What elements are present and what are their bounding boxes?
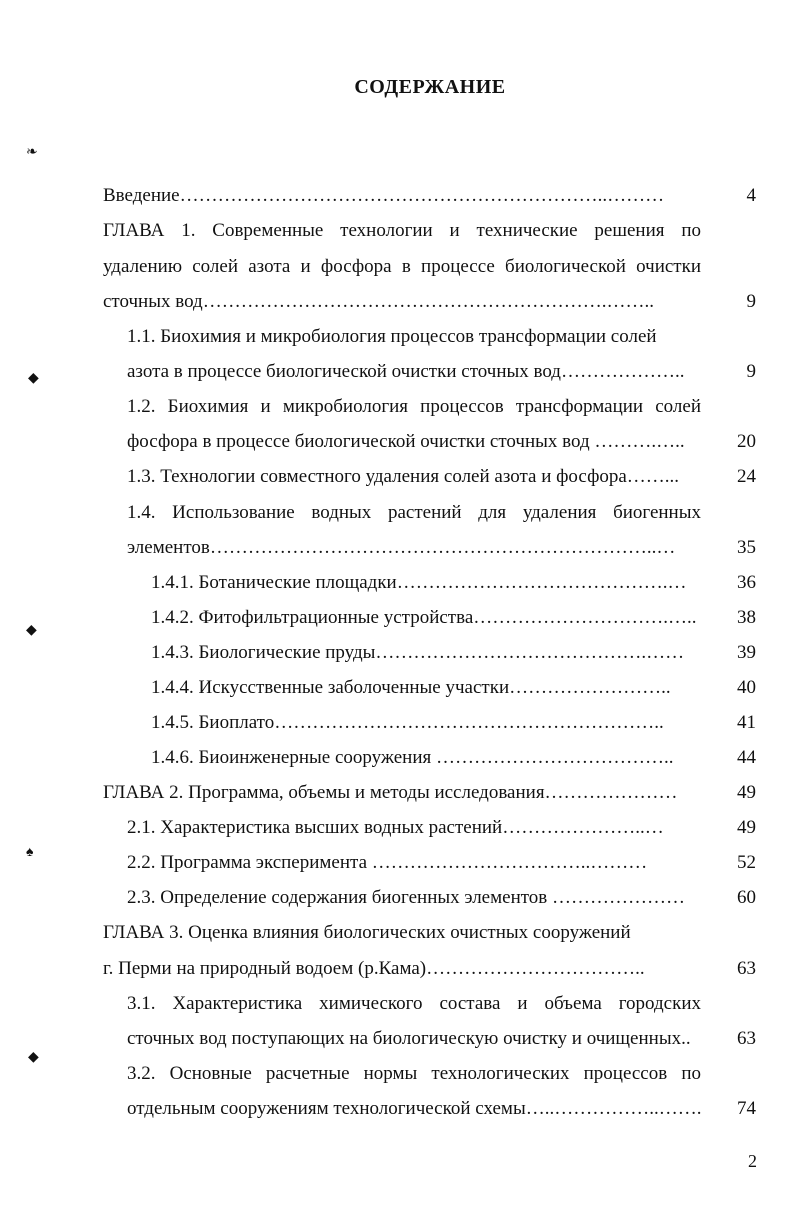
toc-entry: фосфора в процессе биологической очистки сточных вод ……….….. xyxy=(127,431,685,452)
toc-entry: 3.1. Характеристика химического состава и объема городских xyxy=(127,993,701,1014)
toc-entry: сточных вод……………………………………………………….…….. xyxy=(103,291,654,312)
toc-entry: ГЛАВА 2. Программа, объемы и методы исследования………………… xyxy=(103,782,678,803)
toc-entry: 1.4.2. Фитофильтрационные устройства………………………….….. xyxy=(151,607,697,628)
toc-page: 74 xyxy=(737,1098,756,1119)
toc-entry: 1.4.4. Искусственные заболоченные участки…………………….. xyxy=(151,677,671,698)
toc-page: 44 xyxy=(737,747,756,768)
toc-entry: отдельным сооружениям технологической схемы…..……………..……. xyxy=(127,1098,701,1119)
toc-entry: ГЛАВА 1. Современные технологии и технические решения по xyxy=(103,220,701,241)
toc-entry: 1.4.3. Биологические пруды…………………………………….…… xyxy=(151,642,685,663)
toc-page: 49 xyxy=(737,782,756,803)
toc-page: 20 xyxy=(737,431,756,452)
toc-entry: 1.4. Использование водных растений для удаления биогенных xyxy=(127,502,701,523)
toc-page: 9 xyxy=(746,361,756,382)
toc-entry: азота в процессе биологической очистки сточных вод……………….. xyxy=(127,361,685,382)
toc-page: 35 xyxy=(737,537,756,558)
toc-entry: 1.1. Биохимия и микробиология процессов трансформации солей xyxy=(127,326,657,347)
toc-page: 60 xyxy=(737,887,756,908)
toc-entry: сточных вод поступающих на биологическую очистку и очищенных.. xyxy=(127,1028,691,1049)
toc-entry: 1.3. Технологии совместного удаления солей азота и фосфора……... xyxy=(127,466,680,487)
toc-entry: 2.3. Определение содержания биогенных элементов ………………… xyxy=(127,887,686,908)
toc-page: 63 xyxy=(737,1028,756,1049)
toc-page: 49 xyxy=(737,817,756,838)
toc-page: 52 xyxy=(737,852,756,873)
toc-entry: ГЛАВА 3. Оценка влияния биологических очистных сооружений xyxy=(103,922,631,943)
margin-mark: ❧ xyxy=(26,145,38,160)
toc-entry: 1.4.6. Биоинженерные сооружения ……………………………….. xyxy=(151,747,674,768)
toc-entry: 2.2. Программа эксперимента ……………………………..……… xyxy=(127,852,648,873)
toc-entry: 1.4.5. Биоплато…………………………………………………….. xyxy=(151,712,664,733)
toc-page: 39 xyxy=(737,642,756,663)
toc-page: 38 xyxy=(737,607,756,628)
toc-entry: Введение…………………………………………………………..……… xyxy=(103,185,665,206)
toc-entry: элементов……………………………………………………………..… xyxy=(127,537,676,558)
margin-mark: ◆ xyxy=(26,623,37,638)
toc-page: 36 xyxy=(737,572,756,593)
toc-page: 40 xyxy=(737,677,756,698)
toc-page: 24 xyxy=(737,466,756,487)
toc-entry: г. Перми на природный водоем (р.Кама)…………………………….. xyxy=(103,958,645,979)
toc-page: 9 xyxy=(746,291,756,312)
page-title: СОДЕРЖАНИЕ xyxy=(354,76,506,98)
toc-entry: 1.2. Биохимия и микробиология процессов трансформации солей xyxy=(127,396,701,417)
margin-mark: ♠ xyxy=(26,845,34,860)
toc-entry: 1.4.1. Ботанические площадки…………………………………….… xyxy=(151,572,687,593)
toc-page: 4 xyxy=(746,185,756,206)
toc-entry: 3.2. Основные расчетные нормы технологических процессов по xyxy=(127,1063,701,1084)
toc-page: 63 xyxy=(737,958,756,979)
page-number: 2 xyxy=(748,1151,757,1171)
margin-mark: ◆ xyxy=(28,371,39,386)
toc-entry: удалению солей азота и фосфора в процессе биологической очистки xyxy=(103,256,701,277)
toc-page: 41 xyxy=(737,712,756,733)
margin-mark: ◆ xyxy=(28,1050,39,1065)
toc-entry: 2.1. Характеристика высших водных растений…………………..… xyxy=(127,817,664,838)
